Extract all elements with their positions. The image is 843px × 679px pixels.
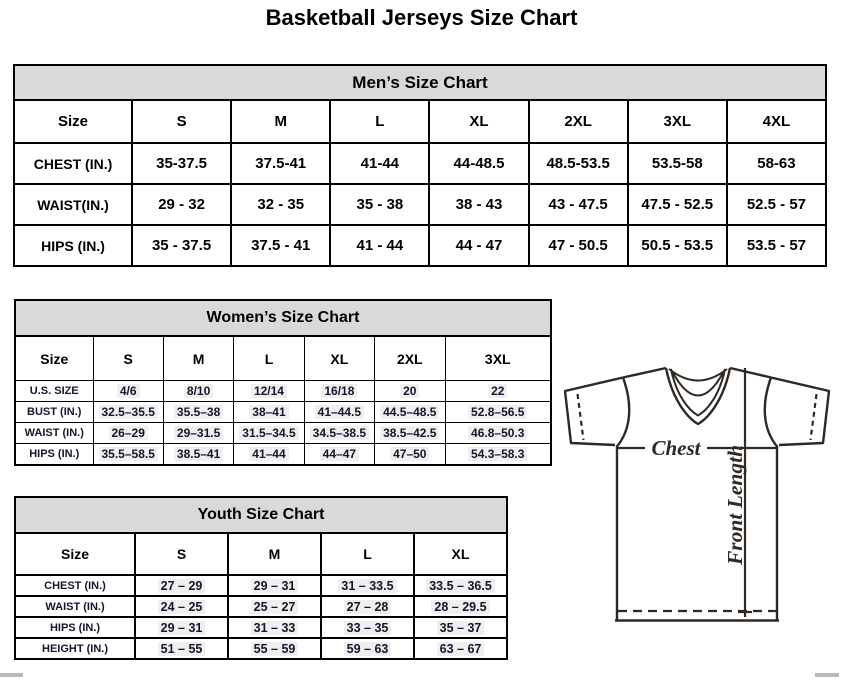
cell-value-text: 27 – 29 — [158, 579, 206, 593]
cell-value-text: 22 — [488, 384, 507, 398]
cell-value — [132, 143, 231, 184]
column-header: L — [234, 336, 304, 381]
cell-value — [727, 184, 826, 225]
cell-value — [321, 638, 414, 659]
cell-value-text: 41–44 — [249, 447, 288, 461]
cell-value — [414, 575, 507, 596]
column-header: 2XL — [375, 336, 445, 381]
cell-value — [93, 381, 163, 402]
row-label: CHEST (IN.) — [15, 575, 135, 596]
table-row — [14, 184, 826, 225]
cell-value-text: 28 – 29.5 — [431, 600, 489, 614]
column-header: M — [228, 533, 321, 575]
cell-value-text: 31 – 33 — [251, 621, 299, 635]
youth-size-table — [14, 532, 508, 660]
cell-value-text: 33 – 35 — [344, 621, 392, 635]
table-row — [14, 225, 826, 266]
cell-value-text: 41-44 — [360, 155, 400, 172]
cell-value — [445, 423, 551, 444]
cell-value — [330, 184, 429, 225]
cell-value-text: 48.5-53.5 — [546, 155, 610, 172]
column-header: 3XL — [445, 336, 551, 381]
column-header-row — [15, 533, 507, 575]
cell-value-text: 51 – 55 — [158, 642, 206, 656]
cell-value — [529, 184, 628, 225]
mens-chart-title: Men’s Size Chart — [13, 64, 827, 101]
cell-value-text: 34.5–38.5 — [310, 426, 369, 440]
cell-value-text: 37.5-41 — [255, 155, 307, 172]
cell-value-text: 44–47 — [320, 447, 359, 461]
cell-value — [529, 143, 628, 184]
cell-value-text: 35 - 38 — [356, 196, 404, 213]
cell-value-text: 4/6 — [117, 384, 140, 398]
table-row — [15, 596, 507, 617]
cell-value-text: 44.5–48.5 — [380, 405, 439, 419]
cell-value-text: 32.5–35.5 — [99, 405, 158, 419]
cell-value-text: 52.5 - 57 — [746, 196, 807, 213]
cell-value — [375, 402, 445, 423]
cell-value — [628, 184, 727, 225]
womens-size-table — [14, 335, 552, 466]
cell-value-text: 26–29 — [109, 426, 148, 440]
cell-value-text: 37.5 - 41 — [251, 237, 311, 254]
cell-value — [304, 381, 374, 402]
table-row — [15, 575, 507, 596]
row-label: WAIST(IN.) — [14, 184, 132, 225]
cell-value — [429, 184, 528, 225]
cell-value-text: 63 – 67 — [437, 642, 485, 656]
cell-value-text: 27 – 28 — [344, 600, 392, 614]
jersey-right-armhole-seam — [765, 378, 778, 448]
cell-value-text: 58-63 — [757, 155, 796, 172]
size-column-header: Size — [14, 100, 132, 143]
table-row — [15, 381, 551, 402]
table-row — [14, 143, 826, 184]
column-header: 4XL — [727, 100, 826, 143]
column-header: M — [163, 336, 233, 381]
cell-value — [234, 423, 304, 444]
jersey-left-armhole-seam — [617, 378, 630, 448]
womens-chart-title: Women’s Size Chart — [14, 299, 552, 337]
cell-value — [304, 444, 374, 466]
cell-value — [163, 444, 233, 466]
row-label: HIPS (IN.) — [14, 225, 132, 266]
mens-size-chart-section — [13, 64, 827, 267]
cell-value — [375, 381, 445, 402]
cell-value — [375, 444, 445, 466]
cell-value — [321, 575, 414, 596]
cell-value-text: 38 - 43 — [455, 196, 503, 213]
cell-value — [414, 638, 507, 659]
cell-value-text: 47 - 50.5 — [548, 237, 608, 254]
column-header-row — [15, 336, 551, 381]
cell-value — [414, 596, 507, 617]
cell-value — [304, 423, 374, 444]
cell-value — [529, 225, 628, 266]
cell-value-text: 8/10 — [184, 384, 213, 398]
table-row — [15, 402, 551, 423]
cell-value — [231, 225, 330, 266]
cell-value-text: 25 – 27 — [251, 600, 299, 614]
row-label: CHEST (IN.) — [14, 143, 132, 184]
cell-value — [163, 402, 233, 423]
cell-value — [228, 575, 321, 596]
jersey-measurement-diagram — [555, 360, 843, 626]
cell-value-text: 38.5–41 — [174, 447, 223, 461]
cell-value-text: 12/14 — [251, 384, 287, 398]
cell-value — [628, 225, 727, 266]
cell-value — [234, 402, 304, 423]
row-label: HIPS (IN.) — [15, 444, 93, 466]
cell-value-text: 35-37.5 — [156, 155, 207, 172]
cell-value — [135, 617, 228, 638]
cell-value-text: 47.5 - 52.5 — [641, 196, 714, 213]
cell-value — [445, 444, 551, 466]
cell-value — [628, 143, 727, 184]
cell-value — [163, 381, 233, 402]
cell-value — [135, 596, 228, 617]
mens-size-table — [13, 99, 827, 267]
cell-value-text: 41–44.5 — [315, 405, 364, 419]
column-header: S — [135, 533, 228, 575]
column-header: M — [231, 100, 330, 143]
cell-value — [93, 402, 163, 423]
table-row — [15, 444, 551, 466]
cell-value-text: 33.5 – 36.5 — [426, 579, 495, 593]
front-length-label: Front Length — [723, 444, 747, 566]
cell-value-text: 59 – 63 — [344, 642, 392, 656]
youth-chart-title: Youth Size Chart — [14, 496, 508, 534]
cell-value-text: 16/18 — [321, 384, 357, 398]
cell-value-text: 29–31.5 — [174, 426, 223, 440]
cell-value-text: 38.5–42.5 — [380, 426, 439, 440]
column-header: S — [93, 336, 163, 381]
jersey-left-cuff-dashed-line — [578, 394, 584, 440]
scrollbar-fragment-right[interactable] — [815, 673, 839, 677]
cell-value — [135, 575, 228, 596]
cell-value-text: 41 - 44 — [356, 237, 404, 254]
cell-value-text: 29 – 31 — [251, 579, 299, 593]
cell-value-text: 47–50 — [390, 447, 429, 461]
cell-value — [445, 402, 551, 423]
cell-value-text: 29 – 31 — [158, 621, 206, 635]
cell-value — [375, 423, 445, 444]
cell-value-text: 20 — [400, 384, 419, 398]
jersey-right-shoulder — [730, 368, 771, 378]
scrollbar-fragment-left[interactable] — [0, 673, 23, 677]
column-header: XL — [304, 336, 374, 381]
cell-value — [228, 596, 321, 617]
cell-value — [135, 638, 228, 659]
cell-value-text: 24 – 25 — [158, 600, 206, 614]
cell-value-text: 55 – 59 — [251, 642, 299, 656]
row-label: HEIGHT (IN.) — [15, 638, 135, 659]
cell-value-text: 35 - 37.5 — [151, 237, 212, 254]
cell-value-text: 52.8–56.5 — [468, 405, 527, 419]
jersey-right-sleeve — [771, 378, 829, 446]
table-row — [15, 617, 507, 638]
cell-value — [132, 225, 231, 266]
cell-value — [231, 184, 330, 225]
cell-value-text: 35 – 37 — [437, 621, 485, 635]
cell-value — [445, 381, 551, 402]
column-header: XL — [429, 100, 528, 143]
cell-value-text: 32 - 35 — [257, 196, 305, 213]
row-label: U.S. SIZE — [15, 381, 93, 402]
cell-value — [132, 184, 231, 225]
row-label: WAIST (IN.) — [15, 423, 93, 444]
cell-value-text: 31.5–34.5 — [239, 426, 298, 440]
cell-value — [330, 225, 429, 266]
cell-value — [231, 143, 330, 184]
jersey-left-shoulder — [623, 368, 666, 378]
jersey-left-sleeve — [565, 378, 623, 446]
column-header-row — [14, 100, 826, 143]
cell-value-text: 53.5 - 57 — [746, 237, 807, 254]
cell-value-text: 44-48.5 — [453, 155, 505, 172]
cell-value-text: 31 – 33.5 — [338, 579, 396, 593]
cell-value — [228, 617, 321, 638]
table-row — [15, 423, 551, 444]
column-header: XL — [414, 533, 507, 575]
cell-value — [414, 617, 507, 638]
cell-value — [321, 617, 414, 638]
cell-value — [727, 225, 826, 266]
page-title: Basketball Jerseys Size Chart — [265, 5, 578, 30]
cell-value-text: 50.5 - 53.5 — [641, 237, 714, 254]
column-header: S — [132, 100, 231, 143]
youth-size-chart-section — [14, 496, 508, 660]
jersey-right-cuff-dashed-line — [811, 394, 817, 440]
cell-value — [330, 143, 429, 184]
cell-value — [93, 423, 163, 444]
cell-value — [234, 381, 304, 402]
cell-value — [234, 444, 304, 466]
cell-value-text: 54.3–58.3 — [468, 447, 527, 461]
table-row — [15, 638, 507, 659]
cell-value — [163, 423, 233, 444]
cell-value-text: 44 - 47 — [455, 237, 503, 254]
column-header: L — [330, 100, 429, 143]
cell-value-text: 38–41 — [249, 405, 288, 419]
row-label: WAIST (IN.) — [15, 596, 135, 617]
cell-value-text: 29 - 32 — [158, 196, 205, 213]
column-header: L — [321, 533, 414, 575]
cell-value — [429, 143, 528, 184]
size-column-header: Size — [15, 533, 135, 575]
column-header: 2XL — [529, 100, 628, 143]
cell-value-text: 46.8–50.3 — [468, 426, 527, 440]
cell-value — [228, 638, 321, 659]
cell-value-text: 35.5–38 — [174, 405, 223, 419]
chest-label: Chest — [651, 436, 701, 460]
jersey-collar-band-arc-2 — [672, 371, 724, 396]
row-label: HIPS (IN.) — [15, 617, 135, 638]
womens-size-chart-section — [14, 299, 552, 466]
cell-value-text: 35.5–58.5 — [99, 447, 158, 461]
cell-value — [304, 402, 374, 423]
size-column-header: Size — [15, 336, 93, 381]
column-header: 3XL — [628, 100, 727, 143]
cell-value-text: 53.5-58 — [651, 155, 703, 172]
row-label: BUST (IN.) — [15, 402, 93, 423]
cell-value — [727, 143, 826, 184]
cell-value — [93, 444, 163, 466]
cell-value — [321, 596, 414, 617]
cell-value — [429, 225, 528, 266]
cell-value-text: 43 - 47.5 — [548, 196, 608, 213]
